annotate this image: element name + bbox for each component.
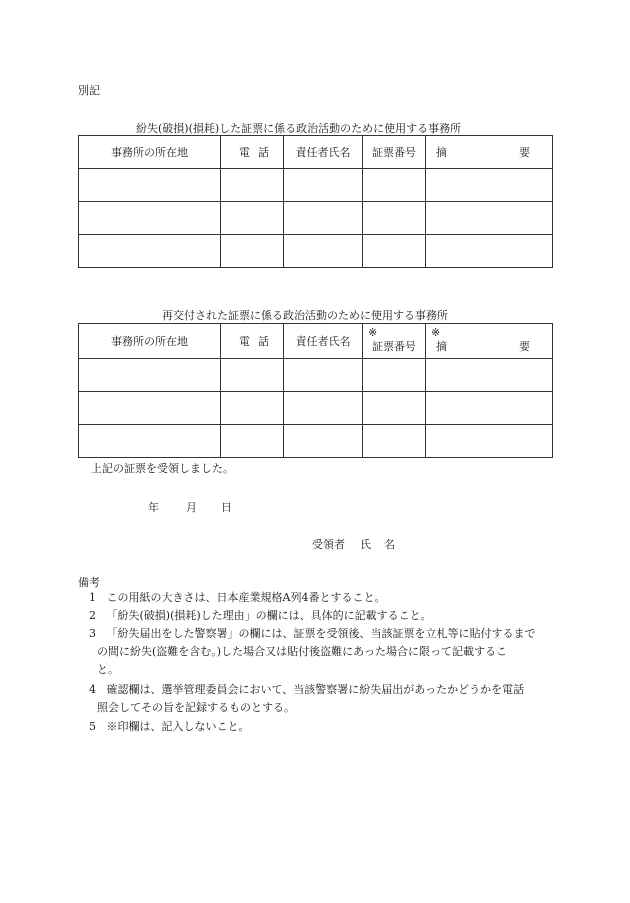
summary-cell[interactable] (426, 169, 553, 202)
heading-label: 別記 (78, 84, 100, 97)
address-cell[interactable] (79, 425, 221, 458)
table-row (79, 425, 553, 458)
table-row (79, 235, 553, 268)
cert-number-cell[interactable] (363, 202, 426, 235)
person-cell[interactable] (284, 169, 363, 202)
reference-mark: ※ (431, 326, 441, 339)
table-row (79, 359, 553, 392)
phone-cell[interactable] (221, 235, 284, 268)
summary-cell[interactable] (426, 359, 553, 392)
note-item-3: 3 「紛失届出をした警察署」の欄には、証票を受領後、当該証票を立札等に貼付するまで の間に紛失(盗難を含む。)した場合又は貼付後盗難にあった場合に限って記載するこ と。 (89, 627, 536, 676)
summary-cell[interactable] (426, 392, 553, 425)
header-responsible-person: 責任者氏名 (284, 136, 363, 169)
header-responsible-person: 責任者氏名 (284, 324, 363, 359)
phone-cell[interactable] (221, 392, 284, 425)
note-item-2: 2 「紛失(破損)(損耗)した理由」の欄には、具体的に記載すること。 (89, 609, 432, 622)
table1-title: 紛失(破損)(損耗)した証票に係る政治活動のために使用する事務所 (136, 122, 462, 135)
person-cell[interactable] (284, 425, 363, 458)
table-header-row (79, 324, 553, 359)
header-certificate-number: ※ 証票番号 (363, 324, 426, 359)
table-row (79, 169, 553, 202)
table2-title: 再交付された証票に係る政治活動のために使用する事務所 (162, 309, 448, 322)
phone-cell[interactable] (221, 202, 284, 235)
phone-cell[interactable] (221, 359, 284, 392)
person-cell[interactable] (284, 202, 363, 235)
table-header-row (79, 136, 553, 169)
cert-number-cell[interactable] (363, 392, 426, 425)
reference-mark: ※ (368, 326, 378, 339)
address-cell[interactable] (79, 359, 221, 392)
receiver-label: 受領者 (312, 538, 345, 551)
header-certificate-number: 証票番号 (363, 136, 426, 169)
note-item-5: 5 ※印欄は、記入しないこと。 (89, 720, 250, 733)
date-day-label: 日 (221, 501, 232, 514)
receiver-name-label-b: 名 (384, 538, 395, 551)
header-phone: 電 話 (221, 324, 284, 359)
phone-cell[interactable] (221, 169, 284, 202)
date-year-label: 年 (148, 501, 159, 514)
header-phone: 電 話 (221, 136, 284, 169)
address-cell[interactable] (79, 202, 221, 235)
note-item-4: 4 確認欄は、選挙管理委員会において、当該警察署に紛失届出があったかどうかを電話 照会してその旨を記録するものとする。 (89, 683, 525, 714)
date-month-label: 月 (186, 501, 197, 514)
cert-number-cell[interactable] (363, 359, 426, 392)
address-cell[interactable] (79, 392, 221, 425)
address-cell[interactable] (79, 235, 221, 268)
note-item-1: 1 この用紙の大きさは、日本産業規格A列4番とすること。 (89, 591, 386, 604)
person-cell[interactable] (284, 235, 363, 268)
summary-cell[interactable] (426, 202, 553, 235)
receiver-name-label-a: 氏 (360, 538, 371, 551)
summary-cell[interactable] (426, 425, 553, 458)
reissued-certificate-office-table (78, 323, 553, 458)
table-row (79, 392, 553, 425)
notes-title: 備考 (78, 576, 100, 589)
header-summary: 摘 要 (426, 136, 553, 169)
summary-cell[interactable] (426, 235, 553, 268)
cert-number-cell[interactable] (363, 235, 426, 268)
header-address: 事務所の所在地 (79, 136, 221, 169)
cert-number-cell[interactable] (363, 169, 426, 202)
address-cell[interactable] (79, 169, 221, 202)
cert-number-cell[interactable] (363, 425, 426, 458)
phone-cell[interactable] (221, 425, 284, 458)
table-row (79, 202, 553, 235)
receipt-statement: 上記の証票を受領しました。 (91, 462, 234, 475)
person-cell[interactable] (284, 359, 363, 392)
header-summary: ※ 摘 要 (426, 324, 553, 359)
person-cell[interactable] (284, 392, 363, 425)
lost-certificate-office-table (78, 135, 553, 268)
header-address: 事務所の所在地 (79, 324, 221, 359)
